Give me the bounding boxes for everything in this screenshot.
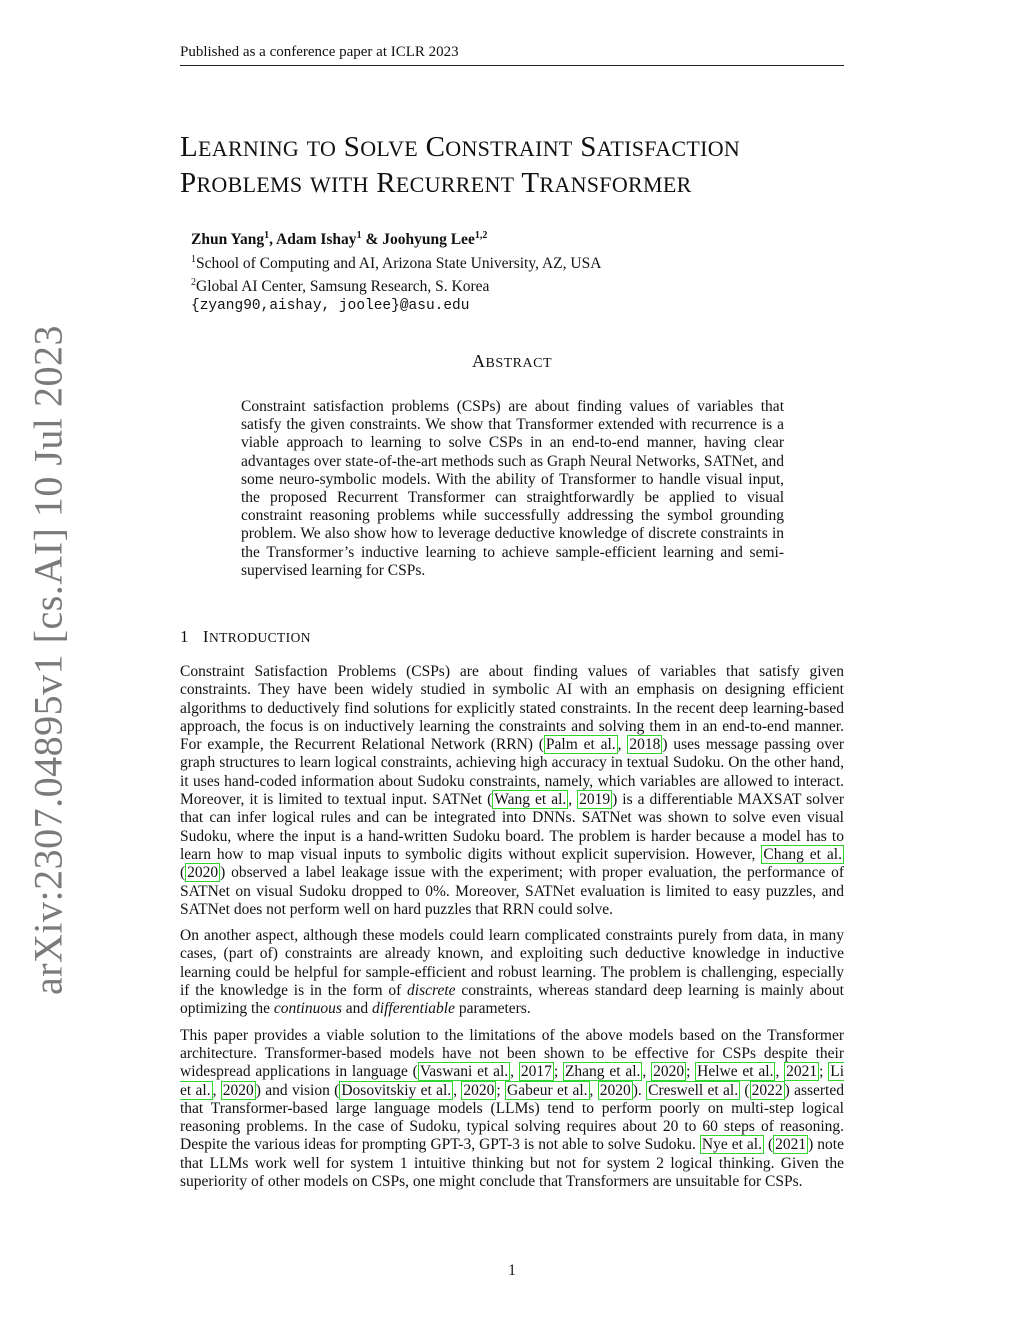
title-line-2: PROBLEMS WITH RECURRENT TRANSFORMER	[180, 167, 692, 199]
citation-link[interactable]: Creswell et al.	[648, 1081, 739, 1099]
citation-link[interactable]: Wang et al.	[494, 791, 567, 809]
citation-link[interactable]: 2020	[187, 864, 219, 882]
citation-link[interactable]: 2017	[520, 1063, 552, 1081]
citation-link[interactable]: Zhang et al.	[564, 1063, 641, 1081]
citation-link[interactable]: Palm et al.	[545, 736, 616, 754]
citation-link[interactable]: Dosovitskiy et al.	[341, 1081, 452, 1099]
citation-link[interactable]: Li et al.	[180, 1063, 845, 1099]
citation-link[interactable]: 2020	[222, 1081, 254, 1099]
citation-link[interactable]: Nye et al.	[701, 1136, 762, 1154]
citation-link[interactable]: 2020	[653, 1063, 685, 1081]
paragraph-3: This paper provides a viable solution to the limitations of the above models based on the Transformer architecture. Transformer-based models have not been shown to be effective for CSPs despite their widespread applications in language ( Vaswani et al. , 2017 ; Zhang et al. , 2020 ; Helwe et al. , 2021 ; Li et al. , 2020 ) and vision ( Dosovitskiy et al. , 2020 ; Gabeur et al. , 2020 ). Creswell et al. ( 2022 ) asserted that Transformer-based large language models (LLMs) tend to perform poorly on multi-step logical reasoning problems. In the case of Sudoku, typical solving requires about 20 to 60 steps of reasoning. Despite the various ideas for prompting GPT-3, GPT-3 is not able to solve Sudoku. Nye et al. ( 2021 ) note that LLMs work well for system 1 intuitive thinking but not for system 2 logical thinking. Given the superiority of other models on CSPs, one might conclude that Transformers are unsuitable for CSPs.	[180, 1026, 845, 1191]
citation-link[interactable]: 2019	[579, 791, 611, 809]
affiliation-2: $^2$Global AI Center, Samsung Research, S. Korea	[191, 277, 490, 296]
author-block	[191, 226, 601, 316]
citation-link[interactable]: Chang et al.	[763, 845, 842, 863]
paragraph-1: Constraint Satisfaction Problems (CSPs) are about finding values of variables that satisfy given constraints. They have been widely studied in symbolic AI with an emphasis on designing efficient algorithms to deductively find solutions for explicitly stated constraints. In the recent deep learning-based approach, the focus is on inductively learning the constraints and solving them in an end-to-end manner. For example, the Recurrent Relational Network (RRN) ( Palm et al. , 2018 ) uses message passing over graph structures to learn logical constraints, achieving high accuracy in textual Sudoku. On the other hand, it uses hand-coded information about Sudoku constraints, namely, which variables are allowed to interact. Moreover, it is limited to textual input. SATNet ( Wang et al. , 2019 ) is a differentiable MAXSAT solver that can infer logical rules and can be integrated into DNNs. SATNet was shown to solve even visual Sudoku, where the input is a hand-written Sudoku board. The problem is harder because a model has to learn how to map visual inputs to symbolic digits without explicit supervision. However, Chang et al. ( 2020 ) observed a label leakage issue with the experiment; with proper evaluation, the performance of SATNet on visual Sudoku dropped to 0%. Moreover, SATNet evaluation is limited to easy puzzles, and SATNet does not perform well on hard puzzles that RRN could solve.	[180, 663, 844, 918]
author-names: Zhun Yang$^1$, Adam Ishay$^1$ & Joohyung Lee$^{1,2}$	[191, 230, 488, 249]
paper-title	[180, 130, 860, 202]
citation-link[interactable]: 2021	[786, 1063, 818, 1081]
arxiv-stamp: arXiv:2307.04895v1 [cs.AI] 10 Jul 2023	[25, 324, 71, 996]
citation-link[interactable]: 2020	[463, 1081, 495, 1099]
citation-link[interactable]: Helwe et al.	[697, 1063, 774, 1081]
citation-link[interactable]: 2018	[629, 736, 661, 754]
page-header: Published as a conference paper at ICLR 2023	[180, 44, 844, 66]
page-number: 1	[508, 1262, 516, 1279]
affiliation-1: $^1$School of Computing and AI, Arizona State University, AZ, USA	[191, 253, 602, 272]
paragraph-2: On another aspect, although these models could learn complicated constraints purely from data, in many cases, (part of) constraints are already known, and exploiting such deductive knowledge in inductive learning could be helpful for sample-efficient and robust learning. The problem is challenging, especially if the knowledge is in the form of discrete constraints, whereas standard deep learning is mainly about optimizing the continuous and differentiable parameters.	[180, 927, 844, 1018]
abstract-text: Constraint satisfaction problems (CSPs) are about finding values of variables that satisfy the given constraints. We show that Transformer extended with recurrence is a viable approach to learning to solve CSPs in an end-to-end manner, having clear advantages over state-of-the-art methods such as Graph Neural Networks, SATNet, and some neuro-symbolic models. With the ability of Transformer to handle visual input, the proposed Recurrent Transformer can straightforwardly be applied to visual constraint reasoning problems while successfully addressing the symbol grounding problem. We also show how to leverage deductive knowledge of discrete constraints in the Transformer’s inductive learning to achieve sample-efficient learning and semi-supervised learning for CSPs.	[241, 398, 784, 579]
section-heading-introduction: 1 INTRODUCTION	[180, 627, 311, 646]
citation-link[interactable]: 2021	[775, 1136, 807, 1154]
citation-link[interactable]: Vaswani et al.	[419, 1063, 509, 1081]
citation-link[interactable]: 2020	[599, 1081, 631, 1099]
abstract-heading: ABSTRACT	[471, 351, 552, 371]
citation-link[interactable]: Gabeur et al.	[507, 1081, 588, 1099]
citation-link[interactable]: 2022	[751, 1081, 783, 1099]
title-line-1: LEARNING TO SOLVE CONSTRAINT SATISFACTION	[180, 131, 741, 163]
introduction-body	[180, 663, 844, 1199]
author-emails: {zyang90,aishay, joolee}@asu.edu	[191, 297, 470, 314]
